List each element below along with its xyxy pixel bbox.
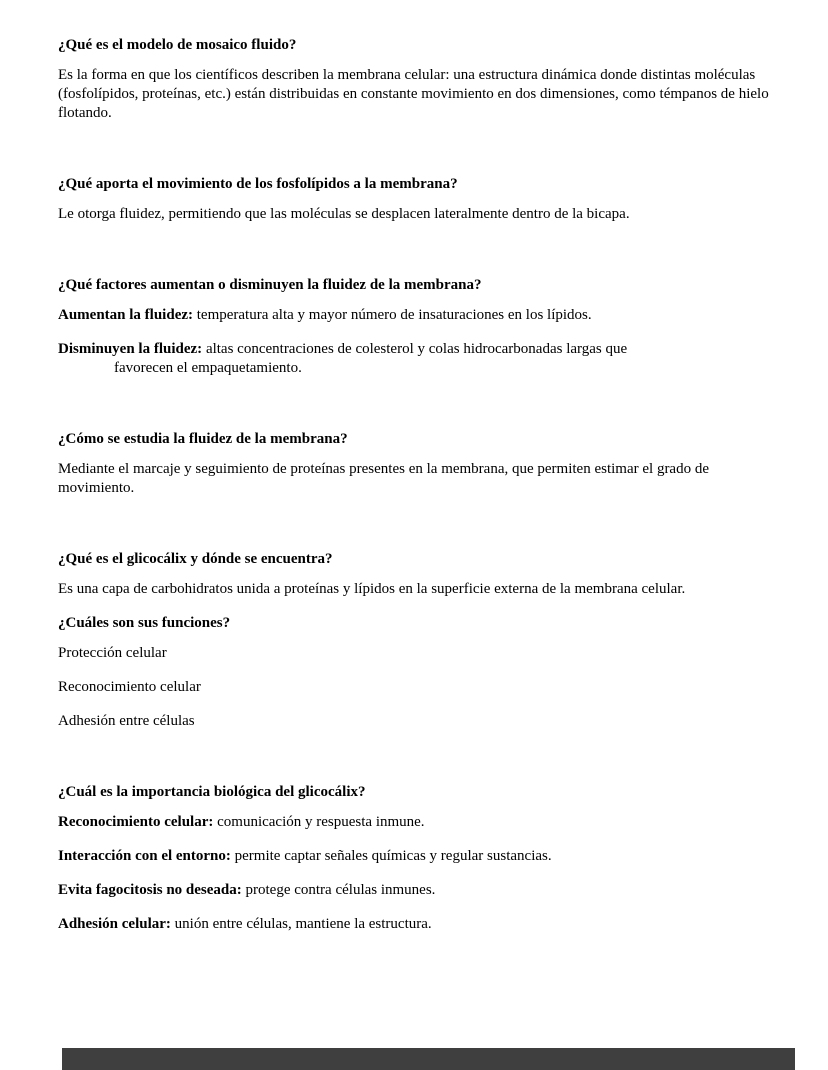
answer-paragraph: Mediante el marcaje y seguimiento de proteínas presentes en la membrana, que permiten estimar el grado de movimiento. bbox=[58, 461, 709, 496]
question-heading: ¿Cuál es la importancia biológica del glicocálix? bbox=[58, 784, 366, 800]
term-label: Evita fagocitosis no deseada: bbox=[58, 882, 242, 898]
question-heading: ¿Qué es el glicocálix y dónde se encuentra? bbox=[58, 551, 333, 567]
qa-section-glicocalix bbox=[58, 550, 770, 731]
embedded-image-top-edge bbox=[62, 1048, 795, 1070]
question-heading: ¿Qué aporta el movimiento de los fosfolípidos a la membrana? bbox=[58, 176, 458, 192]
term-label: Adhesión celular: bbox=[58, 916, 171, 932]
term-label: Disminuyen la fluidez: bbox=[58, 341, 203, 357]
term-text: unión entre células, mantiene la estructura. bbox=[174, 916, 432, 932]
qa-section-estudio-fluidez bbox=[58, 430, 770, 498]
qa-section-factores-fluidez bbox=[58, 276, 770, 378]
term-text-continuation: favorecen el empaquetamiento. bbox=[114, 360, 302, 376]
list-item: Reconocimiento celular bbox=[58, 679, 201, 695]
term-text: protege contra células inmunes. bbox=[245, 882, 436, 898]
qa-section-mosaico-fluido bbox=[58, 36, 770, 123]
answer-item bbox=[58, 847, 770, 866]
question-heading: ¿Qué es el modelo de mosaico fluido? bbox=[58, 37, 297, 53]
answer-item bbox=[58, 340, 770, 378]
answer-item bbox=[58, 306, 770, 325]
term-text: altas concentraciones de colesterol y colas hidrocarbonadas largas que bbox=[205, 341, 628, 357]
list-item: Adhesión entre células bbox=[58, 713, 195, 729]
answer-paragraph: Es la forma en que los científicos describen la membrana celular: una estructura dinámica donde distintas moléculas (fosfolípidos, proteínas, etc.) están distribuidas en constante movimiento en dos dimensiones, como témpanos de hielo flotando. bbox=[58, 67, 769, 121]
term-label: Aumentan la fluidez: bbox=[58, 307, 193, 323]
term-text: temperatura alta y mayor número de insaturaciones en los lípidos. bbox=[196, 307, 592, 323]
answer-paragraph: Le otorga fluidez, permitiendo que las moléculas se desplacen lateralmente dentro de la bicapa. bbox=[58, 206, 630, 222]
answer-item bbox=[58, 915, 770, 934]
sub-question-heading: ¿Cuáles son sus funciones? bbox=[58, 615, 231, 631]
qa-section-importancia-glicocalix bbox=[58, 783, 770, 934]
term-label: Interacción con el entorno: bbox=[58, 848, 231, 864]
question-heading: ¿Qué factores aumentan o disminuyen la fluidez de la membrana? bbox=[58, 277, 482, 293]
qa-section-movimiento-fosfolipidos bbox=[58, 175, 770, 224]
answer-item bbox=[58, 813, 770, 832]
term-text: comunicación y respuesta inmune. bbox=[217, 814, 425, 830]
term-text: permite captar señales químicas y regular sustancias. bbox=[234, 848, 552, 864]
answer-paragraph: Es una capa de carbohidratos unida a proteínas y lípidos en la superficie externa de la membrana celular. bbox=[58, 581, 686, 597]
question-heading: ¿Cómo se estudia la fluidez de la membrana? bbox=[58, 431, 348, 447]
list-item: Protección celular bbox=[58, 645, 167, 661]
term-label: Reconocimiento celular: bbox=[58, 814, 214, 830]
answer-item bbox=[58, 881, 770, 900]
